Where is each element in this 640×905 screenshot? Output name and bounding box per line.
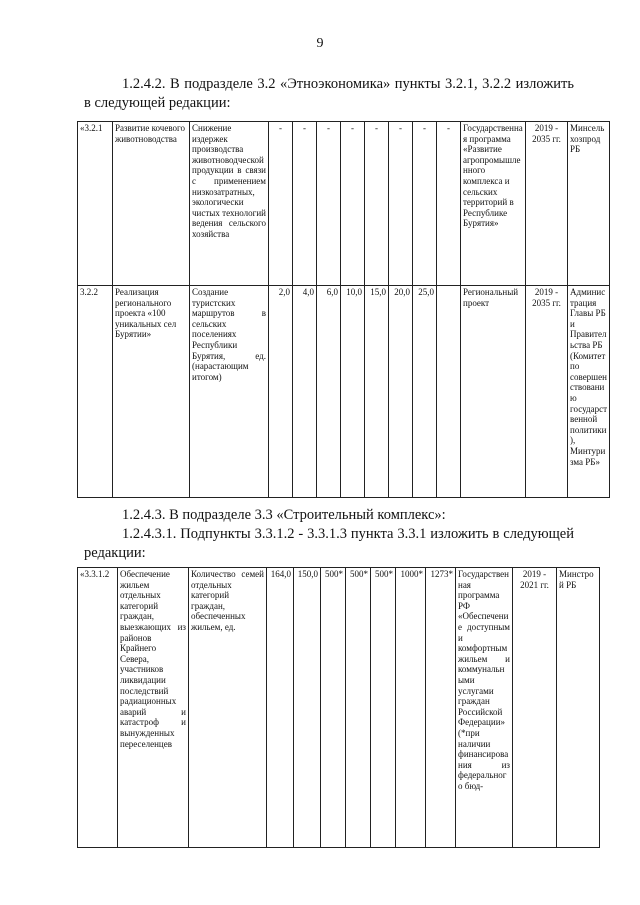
row-indicator: Количество семей отдельных категорий граждан, обеспеченных жильем, ед. bbox=[189, 568, 267, 848]
table-row bbox=[78, 568, 600, 848]
row-value: 1273* bbox=[426, 568, 456, 848]
row-indicator: Снижение издержек производства животноводческой продукции в связи с применением низкозатратных, экологически чистых технологий ведения сельского хозяйства bbox=[190, 122, 269, 286]
row-measure-name: Развитие кочевого животноводства bbox=[113, 122, 190, 286]
row-value: 6,0 bbox=[317, 286, 341, 498]
row-value: 1000* bbox=[396, 568, 426, 848]
table-row bbox=[78, 122, 610, 286]
row-period: 2019 - 2035 гг. bbox=[526, 122, 568, 286]
row-responsible: Минсельхозпрод РБ bbox=[568, 122, 610, 286]
row-value bbox=[437, 286, 461, 498]
row-value: 500* bbox=[371, 568, 396, 848]
row-indicator: Создание туристских маршрутов в сельских поселениях Республики Бурятия, ед. (нарастающим итогом) bbox=[190, 286, 269, 498]
row-value: 10,0 bbox=[341, 286, 365, 498]
row-value: - bbox=[413, 122, 437, 286]
row-code: «3.3.1.2 bbox=[78, 568, 118, 848]
row-value: 15,0 bbox=[365, 286, 389, 498]
row-code: 3.2.2 bbox=[78, 286, 113, 498]
row-value: 150,0 bbox=[294, 568, 321, 848]
row-value: 4,0 bbox=[293, 286, 317, 498]
row-value: 25,0 bbox=[413, 286, 437, 498]
row-program: Региональный проект bbox=[461, 286, 526, 498]
row-value: 164,0 bbox=[267, 568, 294, 848]
paragraph-1-2-4-3-1: 1.2.4.3.1. Подпункты 3.3.1.2 - 3.3.1.3 пункта 3.3.1 изложить в следующей редакции: bbox=[84, 526, 574, 561]
paragraph-1-2-4-2: 1.2.4.2. В подразделе 3.2 «Этноэкономика» пункты 3.2.1, 3.2.2 изложить в следующей редакции: bbox=[84, 76, 574, 111]
row-value: 500* bbox=[321, 568, 346, 848]
row-value: 20,0 bbox=[389, 286, 413, 498]
row-responsible: Администрация Главы РБ и Правительства РБ (Комитет по совершенствованию государственной политики), Минтуризма РБ» bbox=[568, 286, 610, 498]
row-measure-name: Реализация регионального проекта «100 уникальных сел Бурятии» bbox=[113, 286, 190, 498]
page-number: 9 bbox=[316, 36, 324, 51]
row-program: Государственная программа «Развитие агропромышленного комплекса и сельских территорий в Республике Бурятия» bbox=[461, 122, 526, 286]
row-value: - bbox=[437, 122, 461, 286]
row-value: - bbox=[341, 122, 365, 286]
row-value: - bbox=[389, 122, 413, 286]
table-row bbox=[78, 286, 610, 498]
row-value: - bbox=[317, 122, 341, 286]
table-construction bbox=[77, 567, 600, 848]
table-ethnoeconomy bbox=[77, 121, 610, 498]
row-period: 2019 - 2021 гг. bbox=[513, 568, 557, 848]
row-program: Государственная программа РФ «Обеспечение доступным и комфортным жильем и коммунальными услугами граждан Российской Федерации» (*при наличии финансирования из федерального бюд- bbox=[456, 568, 513, 848]
row-value: - bbox=[293, 122, 317, 286]
row-responsible: Минстрой РБ bbox=[557, 568, 600, 848]
row-code: «3.2.1 bbox=[78, 122, 113, 286]
row-value: 2,0 bbox=[269, 286, 293, 498]
paragraph-1-2-4-3: 1.2.4.3. В подразделе 3.3 «Строительный комплекс»: bbox=[122, 507, 446, 523]
row-value: 500* bbox=[346, 568, 371, 848]
row-period: 2019 - 2035 гг. bbox=[526, 286, 568, 498]
row-value: - bbox=[269, 122, 293, 286]
row-value: - bbox=[365, 122, 389, 286]
row-measure-name: Обеспечение жильем отдельных категорий граждан, выезжающих из районов Крайнего Севера, участников ликвидации последствий радиационных аварий и катастроф и вынужденных переселенцев bbox=[118, 568, 189, 848]
